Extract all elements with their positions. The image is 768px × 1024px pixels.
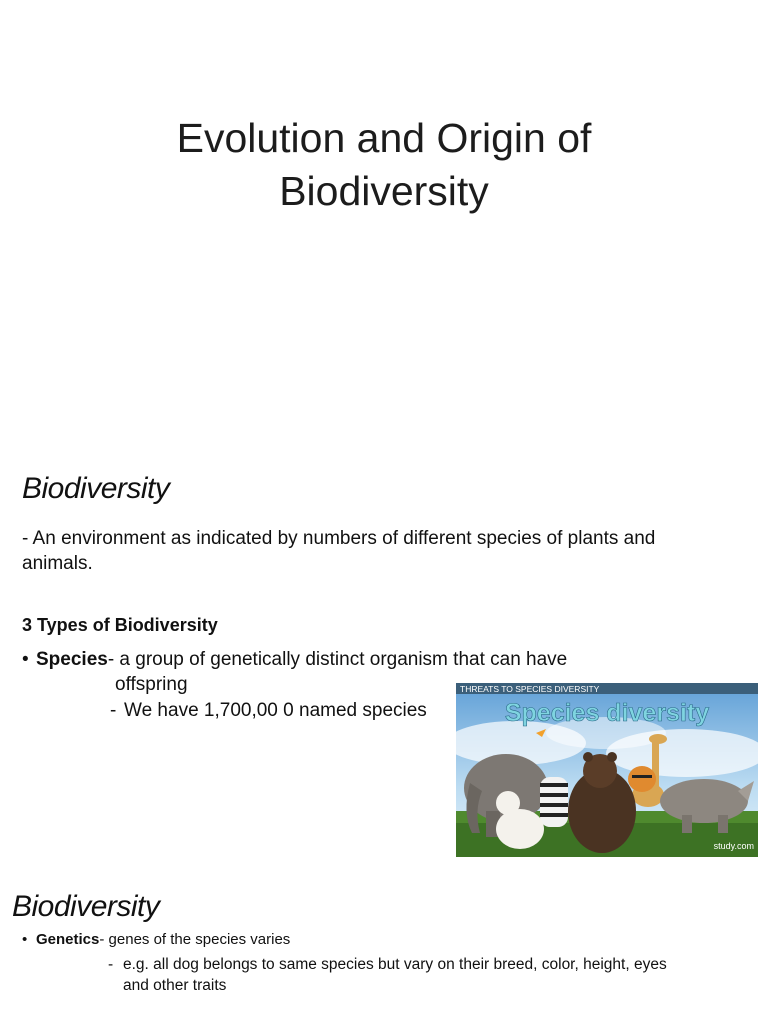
bullet-dot: • <box>22 931 28 948</box>
bullet-text: - a group of genetically distinct organism that can have <box>107 649 568 670</box>
sub-bullet <box>108 954 668 996</box>
bullet-term: Species <box>36 649 108 670</box>
image-credit: study.com <box>713 841 754 851</box>
bullet-dot: • <box>22 649 29 670</box>
dash-mark: - <box>108 956 114 973</box>
title-line-2: Biodiversity <box>279 168 489 214</box>
species-diversity-image <box>456 683 758 857</box>
title-line-1: Evolution and Origin of <box>176 115 592 161</box>
zebra-icon <box>540 777 568 827</box>
subheading: 3 Types of Biodiversity <box>22 615 218 635</box>
slide-heading: Biodiversity <box>12 890 160 923</box>
bullet-genetics <box>22 930 290 950</box>
image-banner: Species diversity <box>504 699 710 727</box>
slide-heading: Biodiversity <box>22 472 170 505</box>
biodiversity-slide <box>0 440 768 870</box>
slide-title <box>0 112 768 218</box>
image-caption: THREATS TO SPECIES DIVERSITY <box>460 684 600 694</box>
bullet-term: Genetics <box>36 931 100 948</box>
dash-mark: - <box>110 700 117 721</box>
sub-bullet <box>110 700 427 722</box>
definition-text: - An environment as indicated by numbers of different species of plants and animals. <box>22 528 656 574</box>
sub-bullet-text: We have 1,700,00 0 named species <box>124 700 427 721</box>
bullet-text: - genes of the species varies <box>99 931 291 948</box>
bullet-text-continued: offspring <box>115 674 188 695</box>
sub-bullet-text: e.g. all dog belongs to same species but vary on their breed, color, height, eyes and other traits <box>123 956 667 994</box>
title-slide <box>0 0 768 440</box>
tiger-icon <box>628 766 656 792</box>
genetics-slide <box>0 870 768 1024</box>
